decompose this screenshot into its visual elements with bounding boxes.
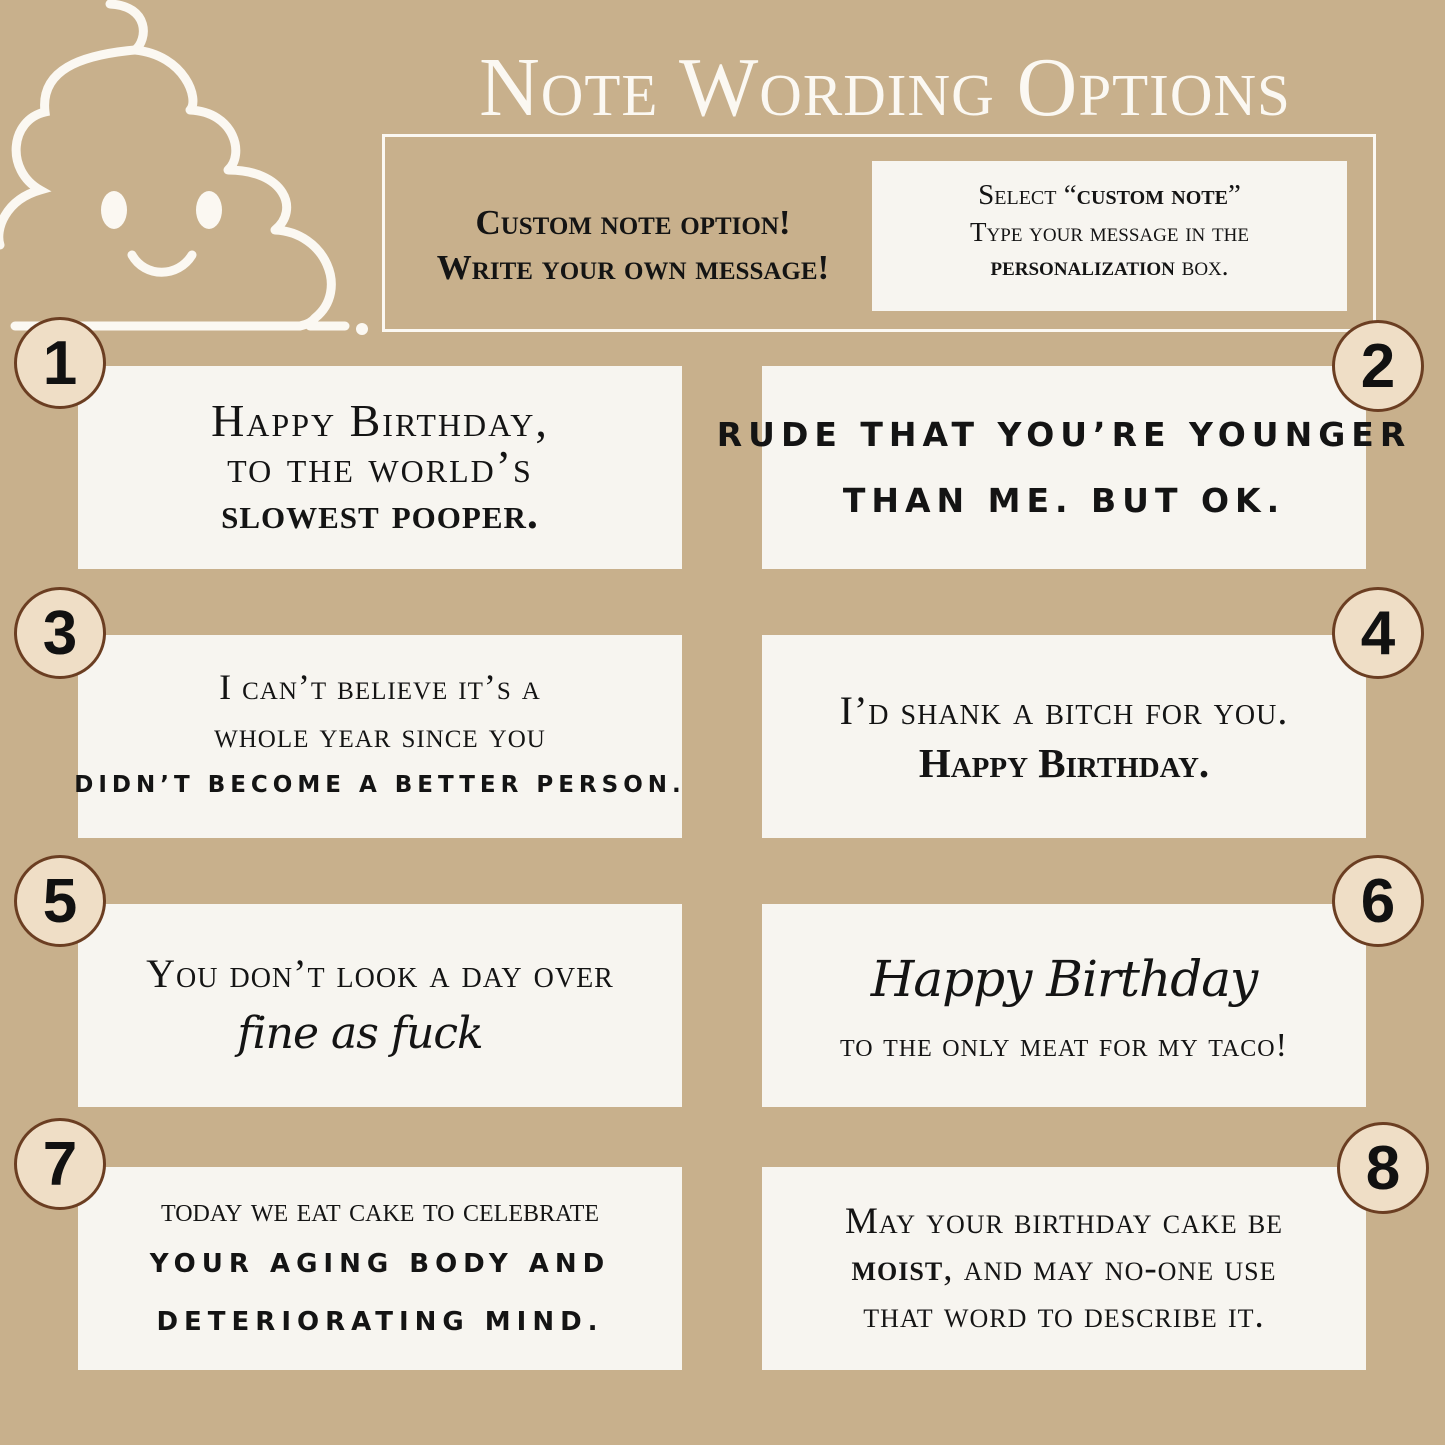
select-instruction [872, 175, 1347, 215]
option-card-4[interactable] [762, 635, 1366, 838]
option-number-badge-8: 8 [1337, 1122, 1429, 1214]
option-number-badge-4: 4 [1332, 587, 1424, 679]
option-number-badge-1: 1 [14, 317, 106, 409]
custom-headline-line2: Write your own message! [436, 248, 830, 287]
option-card-3[interactable] [74, 635, 686, 838]
custom-note-headline [396, 200, 870, 290]
option-7-line3: DETERIORATING MIND. [156, 1306, 604, 1337]
option-4-line2: Happy Birthday. [918, 739, 1210, 786]
option-card-8[interactable] [762, 1167, 1366, 1370]
box-suffix: box. [1174, 251, 1229, 281]
option-number-badge-7: 7 [14, 1118, 106, 1210]
option-number-badge-3: 3 [14, 587, 106, 679]
option-8-line1: May your birthday cake be [844, 1201, 1284, 1242]
option-1-line2: to the world’s [227, 440, 533, 492]
option-1-line3: slowest pooper. [221, 488, 539, 538]
option-1-line1: Happy Birthday, [211, 394, 549, 446]
option-card-1[interactable] [78, 366, 682, 569]
option-8-line2-rest: , and may no-one use [943, 1248, 1277, 1289]
option-card-5[interactable] [78, 904, 682, 1107]
option-8-line3: that word to describe it. [863, 1295, 1265, 1336]
select-prefix: Select “ [978, 179, 1077, 211]
option-3-line1: I can’t believe it’s a [219, 666, 541, 707]
box-emphasis: personalization [990, 251, 1175, 281]
option-number-badge-5: 5 [14, 855, 106, 947]
option-5-line2: fine as fuck [237, 1007, 483, 1059]
page-title: Note Wording Options [479, 41, 1291, 134]
type-instruction: Type your message in the [970, 217, 1249, 247]
option-7-line1: today we eat cake to celebrate [160, 1191, 600, 1229]
option-3-line3: DIDN’T BECOME A BETTER PERSON. [74, 771, 686, 798]
option-card-7[interactable] [78, 1167, 682, 1370]
custom-note-instructions [872, 161, 1347, 311]
option-number-badge-2: 2 [1332, 320, 1424, 412]
option-2-line2: THAN ME. BUT OK. [842, 480, 1286, 520]
option-8-emphasis: moist [851, 1248, 944, 1289]
custom-headline-line1: Custom note option! [475, 203, 791, 242]
smiling-poop-icon [0, 0, 380, 345]
option-7-line2: YOUR AGING BODY AND [149, 1248, 611, 1279]
option-5-line1: You don’t look a day over [146, 950, 614, 996]
option-6-line2: to the only meat for my taco! [840, 1026, 1288, 1064]
option-3-line2: whole year since you [214, 714, 546, 755]
box-instruction [872, 249, 1347, 283]
option-number-badge-6: 6 [1332, 855, 1424, 947]
option-8-line2 [852, 1245, 1277, 1292]
option-6-line1: Happy Birthday [870, 949, 1258, 1008]
option-card-2[interactable] [716, 366, 1412, 569]
select-emphasis: custom note [1076, 179, 1228, 211]
option-4-line1: I’d shank a bitch for you. [839, 687, 1289, 733]
option-card-6[interactable] [762, 904, 1366, 1107]
select-suffix: ” [1227, 179, 1241, 211]
option-2-line1: RUDE THAT YOU’RE YOUNGER [716, 414, 1412, 454]
